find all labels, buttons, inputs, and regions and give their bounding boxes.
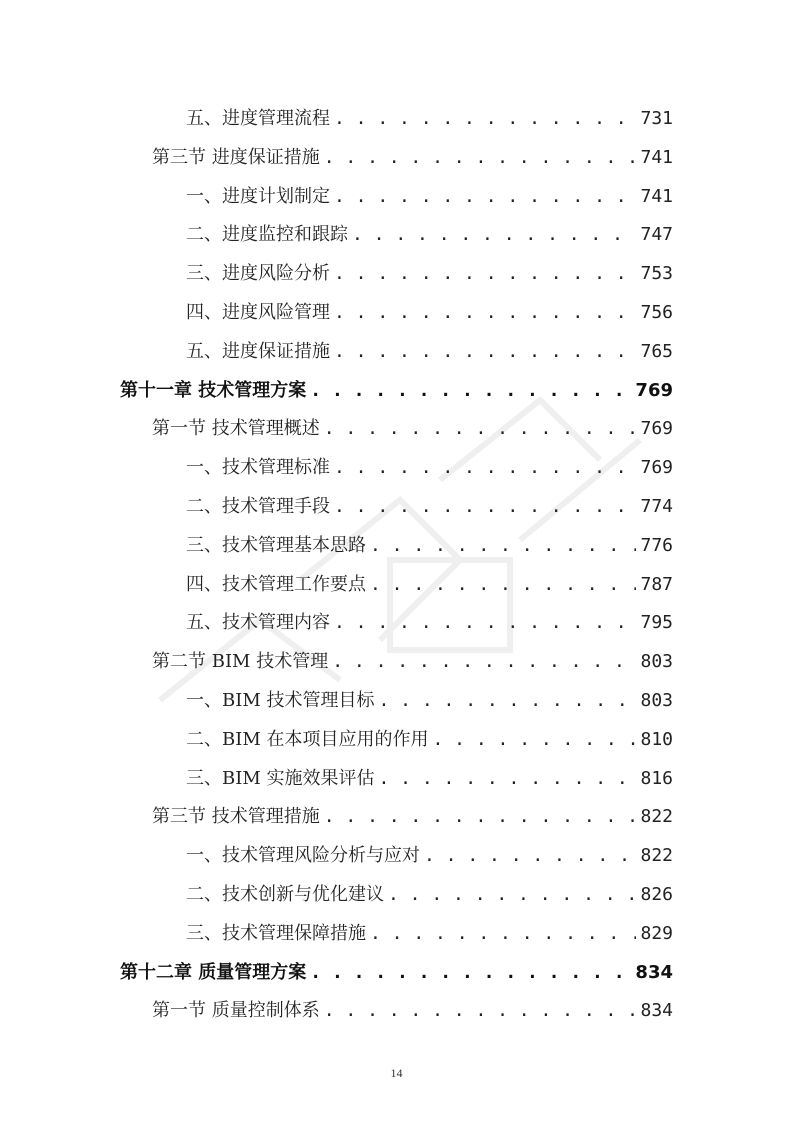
dot-leader [370, 919, 636, 949]
toc-entry-page-number: 756 [640, 302, 673, 323]
toc-subsection-entry[interactable] [186, 570, 673, 600]
toc-entry-title: 第一节 质量控制体系 [152, 1000, 320, 1022]
toc-subsection-entry[interactable] [186, 298, 673, 328]
dot-leader [324, 996, 637, 1026]
toc-subsection-entry[interactable] [186, 725, 673, 755]
dot-leader [334, 608, 636, 638]
dot-leader [324, 414, 637, 444]
page-number: 14 [390, 1066, 403, 1080]
toc-entry-title: 三、BIM 实施效果评估 [186, 767, 375, 789]
dot-leader [379, 686, 637, 716]
toc-entry-page-number: 803 [640, 690, 673, 711]
toc-subsection-entry[interactable] [186, 220, 673, 250]
toc-entry-title: 五、技术管理内容 [186, 612, 330, 634]
toc-entry-title: 五、进度管理流程 [186, 108, 330, 129]
toc-entry-page-number: 753 [640, 263, 673, 285]
dot-leader [334, 492, 636, 522]
toc-entry-title: 二、技术管理手段 [186, 496, 330, 517]
toc-entry-title: 第二节 BIM 技术管理 [152, 651, 329, 673]
toc-entry-page-number: 822 [640, 845, 673, 867]
toc-subsection-entry[interactable] [186, 841, 673, 871]
dot-leader [388, 880, 636, 910]
toc-entry-title: 一、进度计划制定 [186, 185, 330, 207]
toc-entry-title: 一、技术管理标准 [186, 457, 330, 479]
toc-entry-title: 第三节 进度保证措施 [152, 146, 320, 168]
dot-leader [334, 182, 636, 212]
toc-entry-page-number: 769 [635, 379, 673, 401]
toc-entry-title: 第一节 技术管理概述 [152, 418, 320, 440]
toc-entry-page-number: 741 [640, 146, 673, 168]
toc-subsection-entry[interactable] [186, 880, 673, 910]
toc-entry-page-number: 769 [640, 418, 673, 440]
toc-entry-title: 二、BIM 在本项目应用的作用 [186, 728, 429, 750]
toc-entry-page-number: 822 [640, 806, 673, 828]
toc-subsection-entry[interactable] [186, 919, 673, 949]
toc-subsection-entry[interactable] [186, 104, 673, 134]
dot-leader [332, 647, 636, 677]
toc-chapter-entry[interactable] [120, 958, 673, 988]
toc-entry-title: 第十二章 质量管理方案 [120, 961, 307, 983]
dot-leader [310, 376, 631, 406]
toc-entry-page-number: 747 [640, 224, 673, 246]
toc-entry-title: 一、BIM 技术管理目标 [186, 690, 375, 711]
dot-leader [334, 453, 636, 483]
toc-entry-page-number: 829 [640, 922, 673, 944]
dot-leader [334, 104, 636, 134]
toc-entry-page-number: 731 [640, 108, 673, 129]
toc-entry-page-number: 834 [635, 961, 673, 983]
dot-leader [324, 802, 637, 832]
toc-entry-page-number: 741 [640, 185, 673, 207]
toc-entry-page-number: 795 [640, 612, 673, 634]
toc-entry-page-number: 816 [640, 767, 673, 789]
toc-entry-title: 二、进度监控和跟踪 [186, 224, 348, 246]
dot-leader [379, 764, 637, 794]
toc-entry-page-number: 787 [640, 573, 673, 595]
toc-subsection-entry[interactable] [186, 492, 673, 522]
dot-leader [334, 259, 636, 289]
toc-entry-page-number: 834 [640, 1000, 673, 1022]
toc-subsection-entry[interactable] [186, 337, 673, 367]
dot-leader [370, 570, 636, 600]
toc-entry-title: 四、技术管理工作要点 [186, 573, 366, 595]
toc-chapter-entry[interactable] [120, 376, 673, 406]
toc-subsection-entry[interactable] [186, 182, 673, 212]
toc-section-entry[interactable] [152, 996, 673, 1026]
toc-entry-page-number: 776 [640, 534, 673, 556]
toc-entry-title: 五、进度保证措施 [186, 340, 330, 362]
toc-entry-title: 二、技术创新与优化建议 [186, 884, 384, 905]
toc-section-entry[interactable] [152, 647, 673, 677]
toc-subsection-entry[interactable] [186, 259, 673, 289]
toc-subsection-entry[interactable] [186, 531, 673, 561]
toc-subsection-entry[interactable] [186, 764, 673, 794]
dot-leader [352, 220, 636, 250]
toc-entry-page-number: 803 [640, 651, 673, 673]
toc-entry-title: 三、进度风险分析 [186, 263, 330, 285]
toc-entry-page-number: 826 [640, 884, 673, 905]
toc-section-entry[interactable] [152, 414, 673, 444]
toc-entry-title: 一、技术管理风险分析与应对 [186, 845, 420, 867]
toc-entry-title: 三、技术管理基本思路 [186, 534, 366, 556]
dot-leader [310, 958, 631, 988]
dot-leader [424, 841, 636, 871]
toc-entry-page-number: 810 [640, 728, 673, 750]
toc-entry-title: 第十一章 技术管理方案 [120, 379, 307, 401]
toc-entry-title: 第三节 技术管理措施 [152, 806, 320, 828]
dot-leader [433, 725, 637, 755]
dot-leader [334, 298, 636, 328]
toc-entry-title: 四、进度风险管理 [186, 302, 330, 323]
toc-section-entry[interactable] [152, 143, 673, 173]
toc-entry-title: 三、技术管理保障措施 [186, 922, 366, 944]
toc-subsection-entry[interactable] [186, 608, 673, 638]
dot-leader [334, 337, 636, 367]
dot-leader [324, 143, 637, 173]
dot-leader [370, 531, 636, 561]
toc-entry-page-number: 765 [640, 340, 673, 362]
toc-entry-page-number: 774 [640, 496, 673, 517]
toc-entry-page-number: 769 [640, 457, 673, 479]
toc-subsection-entry[interactable] [186, 453, 673, 483]
toc-subsection-entry[interactable] [186, 686, 673, 716]
toc-section-entry[interactable] [152, 802, 673, 832]
